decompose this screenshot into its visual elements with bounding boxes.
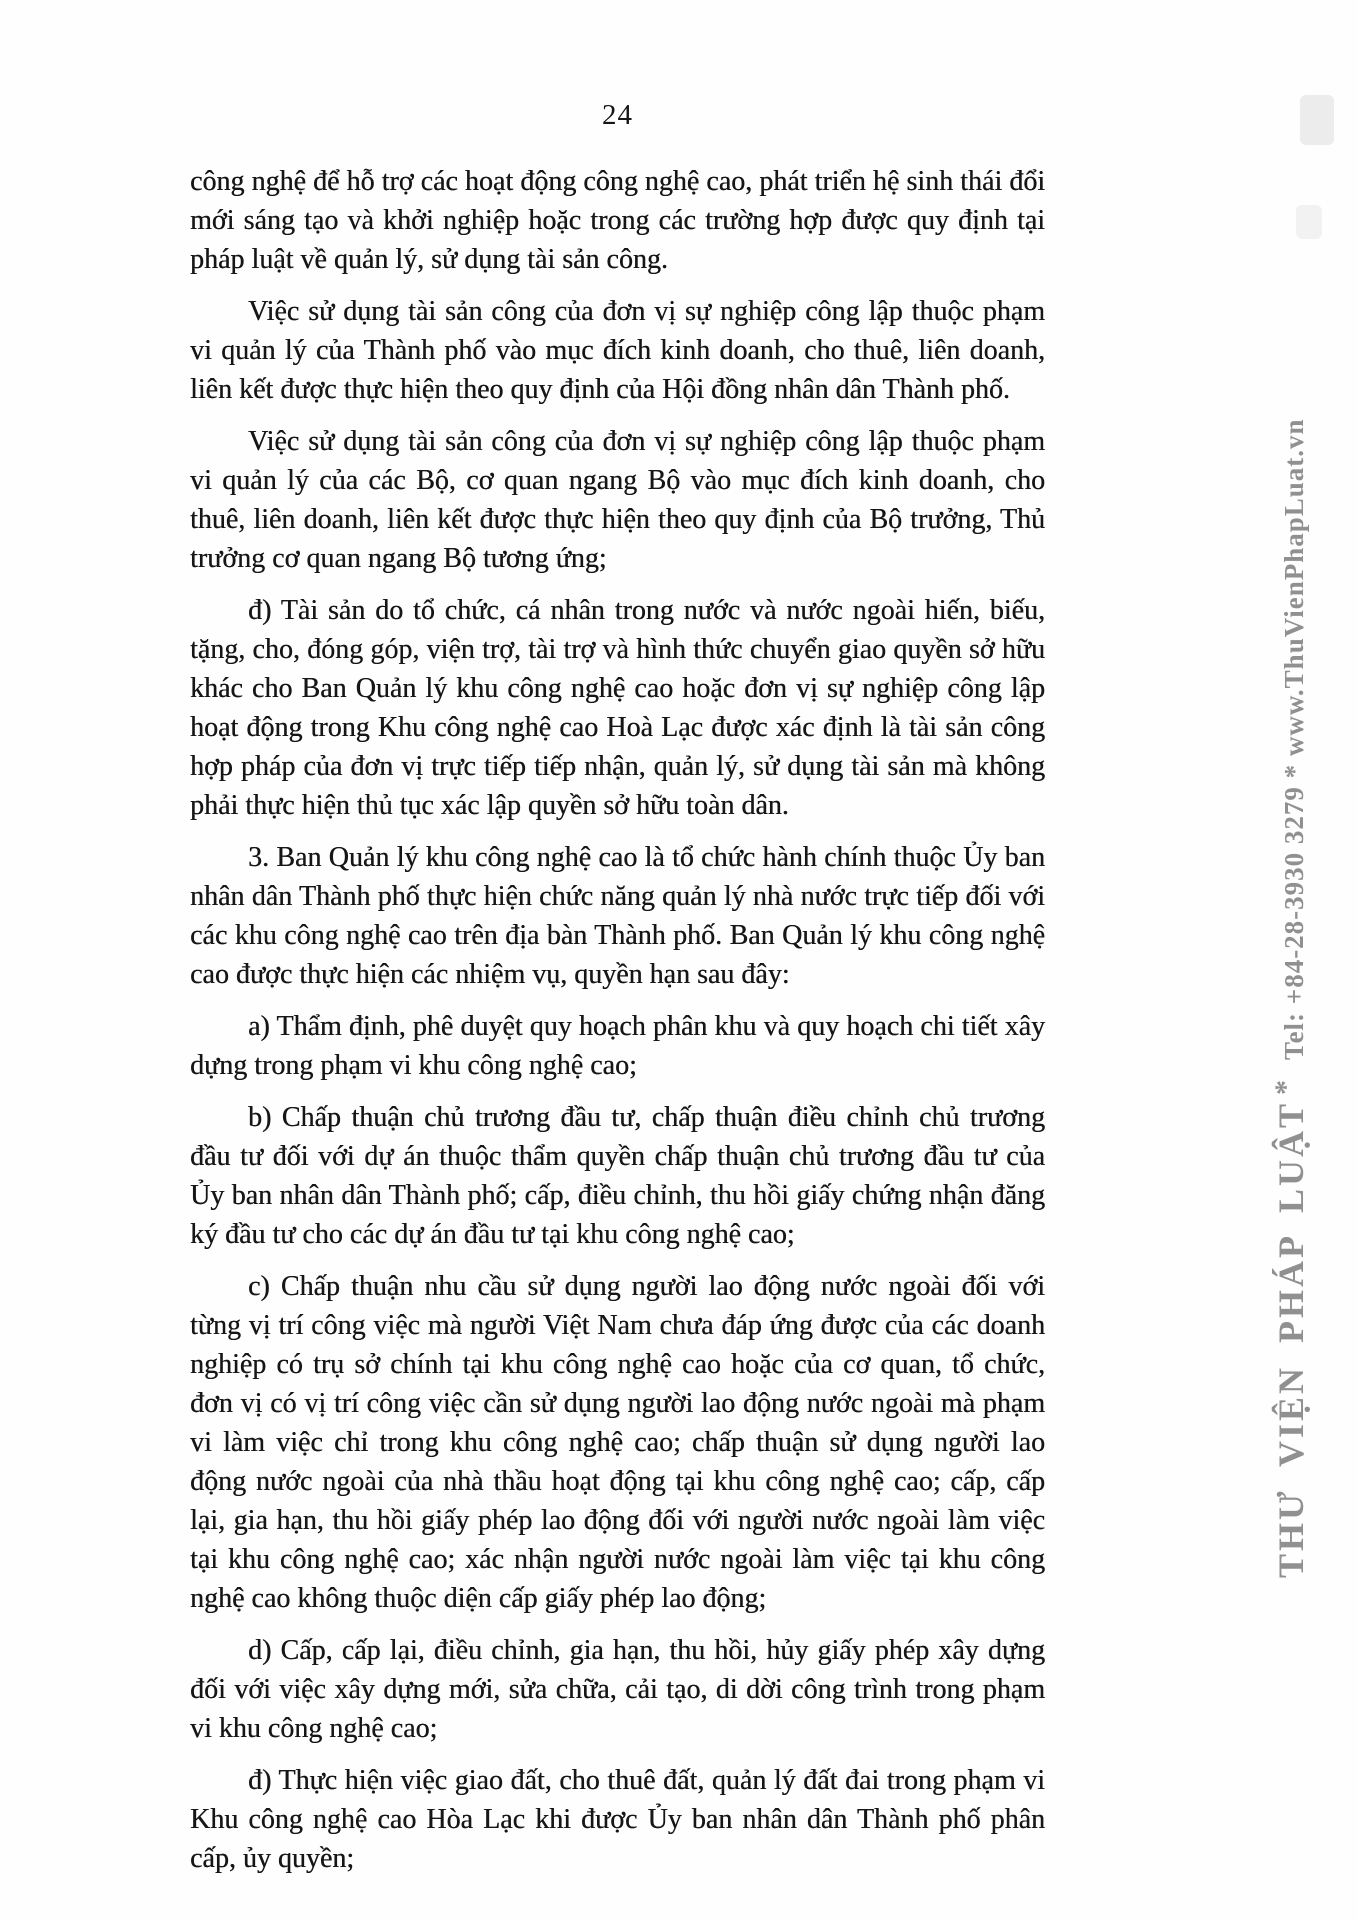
paragraph: công nghệ để hỗ trợ các hoạt động công nghệ cao, phát triển hệ sinh thái đổi mới sáng tạo và khởi nghiệp hoặc trong các trường hợp được quy định tại pháp luật về quản lý, sử dụng tài sản công. bbox=[190, 166, 1045, 275]
text-column bbox=[190, 98, 1045, 1891]
scan-artifact bbox=[1296, 205, 1322, 239]
paragraph: đ) Thực hiện việc giao đất, cho thuê đất, quản lý đất đai trong phạm vi Khu công nghệ cao Hòa Lạc khi được Ủy ban nhân dân Thành phố phân cấp, ủy quyền; bbox=[190, 1765, 1045, 1874]
paragraph: b) Chấp thuận chủ trương đầu tư, chấp thuận điều chỉnh chủ trương đầu tư đối với dự án thuộc thẩm quyền chấp thuận chủ trương đầu tư của Ủy ban nhân dân Thành phố; cấp, điều chỉnh, thu hồi giấy chứng nhận đăng ký đầu tư cho các dự án đầu tư tại khu công nghệ cao; bbox=[190, 1102, 1045, 1250]
paragraph: a) Thẩm định, phê duyệt quy hoạch phân khu và quy hoạch chi tiết xây dựng trong phạm vi khu công nghệ cao; bbox=[190, 1011, 1045, 1081]
watermark-title: THƯ VIỆN PHÁP LUẬT bbox=[1271, 1100, 1311, 1578]
paragraph: 3. Ban Quản lý khu công nghệ cao là tổ chức hành chính thuộc Ủy ban nhân dân Thành phố thực hiện chức năng quản lý nhà nước trực tiếp đối với các khu công nghệ cao trên địa bàn Thành phố. Ban Quản lý khu công nghệ cao được thực hiện các nhiệm vụ, quyền hạn sau đây: bbox=[190, 842, 1045, 990]
paragraph: Việc sử dụng tài sản công của đơn vị sự nghiệp công lập thuộc phạm vi quản lý của Thành phố vào mục đích kinh doanh, cho thuê, liên doanh, liên kết được thực hiện theo quy định của Hội đồng nhân dân Thành phố. bbox=[190, 296, 1045, 405]
paragraph: Việc sử dụng tài sản công của đơn vị sự nghiệp công lập thuộc phạm vi quản lý của các Bộ, cơ quan ngang Bộ vào mục đích kinh doanh, cho thuê, liên doanh, liên kết được thực hiện theo quy định của Bộ trưởng, Thủ trưởng cơ quan ngang Bộ tương ứng; bbox=[190, 426, 1045, 574]
watermark-contact: Tel: +84-28-3930 3279 * www.ThuVienPhapLuat.vn bbox=[1279, 418, 1309, 1060]
scan-artifact bbox=[1300, 95, 1334, 145]
page-number: 24 bbox=[602, 99, 633, 131]
paragraph: d) Cấp, cấp lại, điều chỉnh, gia hạn, thu hồi, hủy giấy phép xây dựng đối với việc xây dựng mới, sửa chữa, cải tạo, di dời công trình trong phạm vi khu công nghệ cao; bbox=[190, 1635, 1045, 1744]
watermark-star: * bbox=[1269, 1079, 1302, 1095]
thuvienphapluat-watermark bbox=[1270, 343, 1344, 1578]
paragraph: c) Chấp thuận nhu cầu sử dụng người lao động nước ngoài đối với từng vị trí công việc mà người Việt Nam chưa đáp ứng được của các doanh nghiệp có trụ sở chính tại khu công nghệ cao hoặc của cơ quan, tổ chức, đơn vị có vị trí công việc cần sử dụng người lao động nước ngoài mà phạm vi làm việc chỉ trong khu công nghệ cao; chấp thuận sử dụng người lao động nước ngoài của nhà thầu hoạt động tại khu công nghệ cao; cấp, cấp lại, gia hạn, thu hồi giấy phép lao động đối với người nước ngoài làm việc tại khu công nghệ cao; xác nhận người nước ngoài làm việc tại khu công nghệ cao không thuộc diện cấp giấy phép lao động; bbox=[190, 1271, 1045, 1614]
paragraph: đ) Tài sản do tổ chức, cá nhân trong nước và nước ngoài hiến, biếu, tặng, cho, đóng góp, viện trợ, tài trợ và hình thức chuyển giao quyền sở hữu khác cho Ban Quản lý khu công nghệ cao hoặc đơn vị sự nghiệp công lập hoạt động trong Khu công nghệ cao Hoà Lạc được xác định là tài sản công hợp pháp của đơn vị trực tiếp tiếp nhận, quản lý, sử dụng tài sản mà không phải thực hiện thủ tục xác lập quyền sở hữu toàn dân. bbox=[190, 595, 1045, 821]
